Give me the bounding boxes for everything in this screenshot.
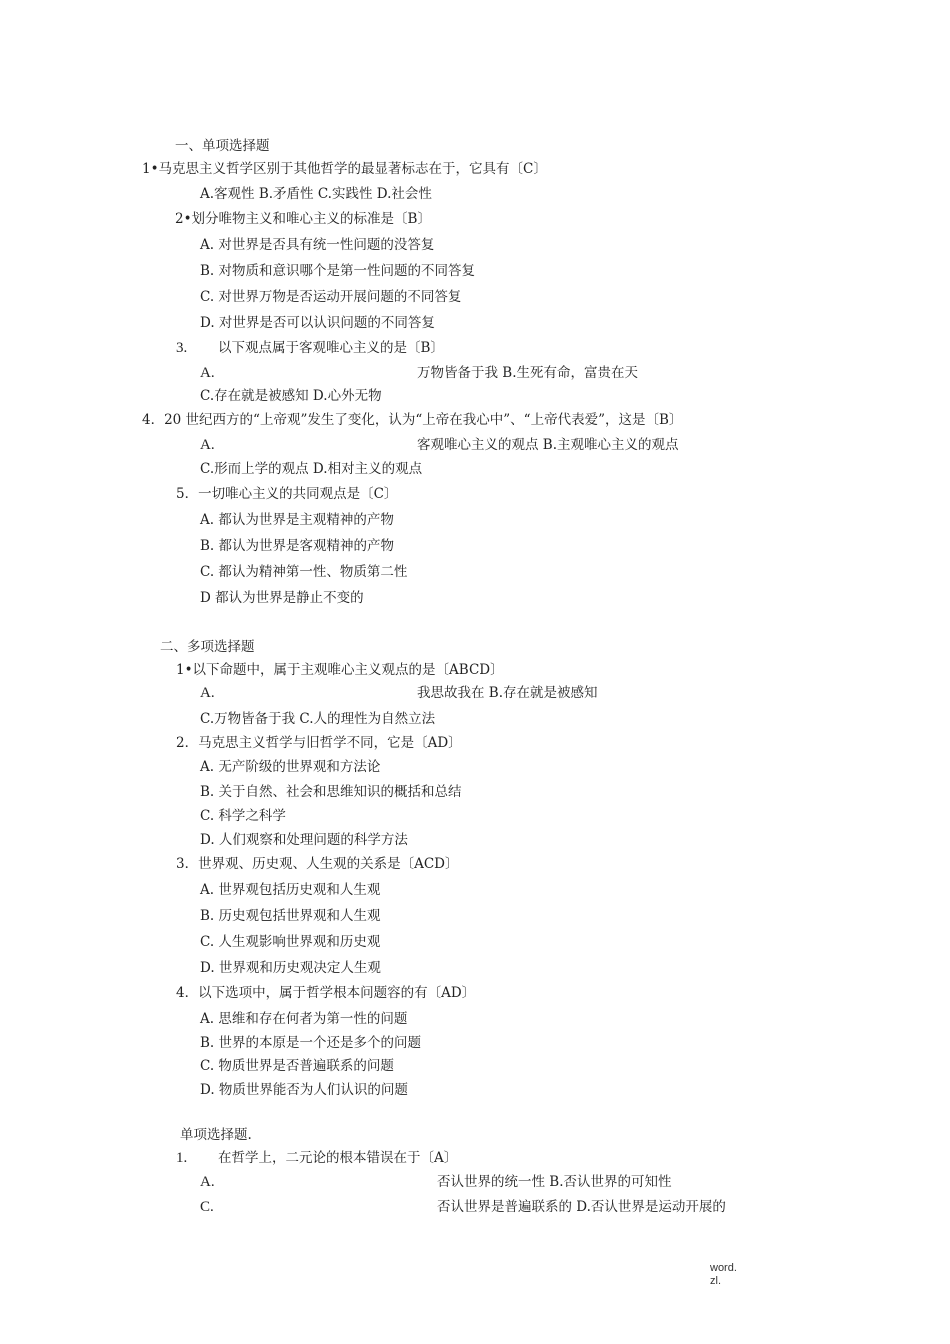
s2-q1-option-a-label: A. <box>200 685 215 701</box>
s2-q3-option-a: A. 世界观包括历史观和人生观 <box>200 882 381 898</box>
s2-q4-option-c: C. 物质世界是否普遍联系的问题 <box>200 1058 394 1074</box>
s1-q2-option-d: D. 对世界是否可以认识问题的不同答复 <box>200 315 435 331</box>
s3-q1-stem: 在哲学上，二元论的根本错误在于〔A〕 <box>218 1150 458 1166</box>
s2-q2-option-c: C. 科学之科学 <box>200 808 286 824</box>
s1-q3-option-a-label: A. <box>200 365 215 381</box>
s1-q3-options-row1: 万物皆备于我 B.生死有命，富贵在天 <box>417 365 639 381</box>
s1-q4-option-a-label: A. <box>200 437 215 453</box>
s2-q4-option-a: A. 思维和存在何者为第一性的问题 <box>200 1011 408 1027</box>
footer-line1: word. <box>710 1262 737 1274</box>
s2-q2-option-b: B. 关于自然、社会和思维知识的概括和总结 <box>200 784 462 800</box>
s2-q3-stem: 3．世界观、历史观、人生观的关系是〔ACD〕 <box>176 856 459 872</box>
s3-q1-option-c-label: C. <box>200 1199 214 1215</box>
s1-q1-options: A.客观性 B.矛盾性 C.实践性 D.社会性 <box>200 186 432 202</box>
s1-q4-options-row2: C.形而上学的观点 D.相对主义的观点 <box>200 461 423 477</box>
s2-q1-options-row1: 我思故我在 B.存在就是被感知 <box>417 685 598 701</box>
s1-q1-stem: 1•马克思主义哲学区别于其他哲学的最显著标志在于，它具有〔C〕 <box>142 161 547 177</box>
s2-q4-stem: 4．以下选项中，属于哲学根本问题容的有〔AD〕 <box>176 985 476 1001</box>
s1-q5-option-a: A. 都认为世界是主观精神的产物 <box>200 512 394 528</box>
s1-q5-stem: 5．一切唯心主义的共同观点是〔C〕 <box>176 486 398 502</box>
s1-q2-option-c: C. 对世界万物是否运动开展问题的不同答复 <box>200 289 462 305</box>
section3-heading: 单项选择题. <box>180 1127 252 1143</box>
s1-q2-stem: 2•划分唯物主义和唯心主义的标准是〔B〕 <box>175 211 431 227</box>
s1-q3-number: 3. <box>176 340 188 356</box>
s2-q1-options-row2: C.万物皆备于我 C.人的理性为自然立法 <box>200 711 436 727</box>
s3-q1-option-a-label: A. <box>200 1174 215 1190</box>
s2-q2-stem: 2．马克思主义哲学与旧哲学不同，它是〔AD〕 <box>176 735 462 751</box>
s2-q3-option-c: C. 人生观影响世界观和历史观 <box>200 934 381 950</box>
s3-q1-number: 1. <box>176 1150 188 1166</box>
s2-q4-option-b: B. 世界的本原是一个还是多个的问题 <box>200 1035 422 1051</box>
s2-q3-option-d: D. 世界观和历史观决定人生观 <box>200 960 381 976</box>
s3-q1-options-row1: 否认世界的统一性 B.否认世界的可知性 <box>437 1174 672 1190</box>
s1-q4-options-row1: 客观唯心主义的观点 B.主观唯心主义的观点 <box>417 437 679 453</box>
section2-heading: 二、多项选择题 <box>160 639 255 655</box>
s2-q2-option-d: D. 人们观察和处理问题的科学方法 <box>200 832 408 848</box>
s3-q1-options-row2: 否认世界是普遍联系的 D.否认世界是运动开展的 <box>437 1199 726 1215</box>
s2-q2-option-a: A. 无产阶级的世界观和方法论 <box>200 759 381 775</box>
s1-q2-option-a: A. 对世界是否具有统一性问题的没答复 <box>200 237 435 253</box>
s2-q3-option-b: B. 历史观包括世界观和人生观 <box>200 908 381 924</box>
s1-q5-option-b: B. 都认为世界是客观精神的产物 <box>200 538 395 554</box>
s1-q2-option-b: B. 对物质和意识哪个是第一性问题的不同答复 <box>200 263 476 279</box>
s1-q3-stem: 以下观点属于客观唯心主义的是〔B〕 <box>218 340 444 356</box>
s1-q5-option-d: D 都认为世界是静止不变的 <box>200 590 364 606</box>
s1-q3-options-row2: C.存在就是被感知 D.心外无物 <box>200 388 382 404</box>
footer-line2: zl. <box>710 1275 721 1287</box>
s1-q5-option-c: C. 都认为精神第一性、物质第二性 <box>200 564 408 580</box>
s2-q1-stem: 1•以下命题中，属于主观唯心主义观点的是〔ABCD〕 <box>176 662 504 678</box>
s2-q4-option-d: D. 物质世界能否为人们认识的问题 <box>200 1082 408 1098</box>
s1-q4-stem: 4．20 世纪西方的“上帝观”发生了变化，认为“上帝在我心中”、“上帝代表爱”，这是〔B〕 <box>142 412 683 428</box>
section1-heading: 一、单项选择题 <box>175 138 270 154</box>
